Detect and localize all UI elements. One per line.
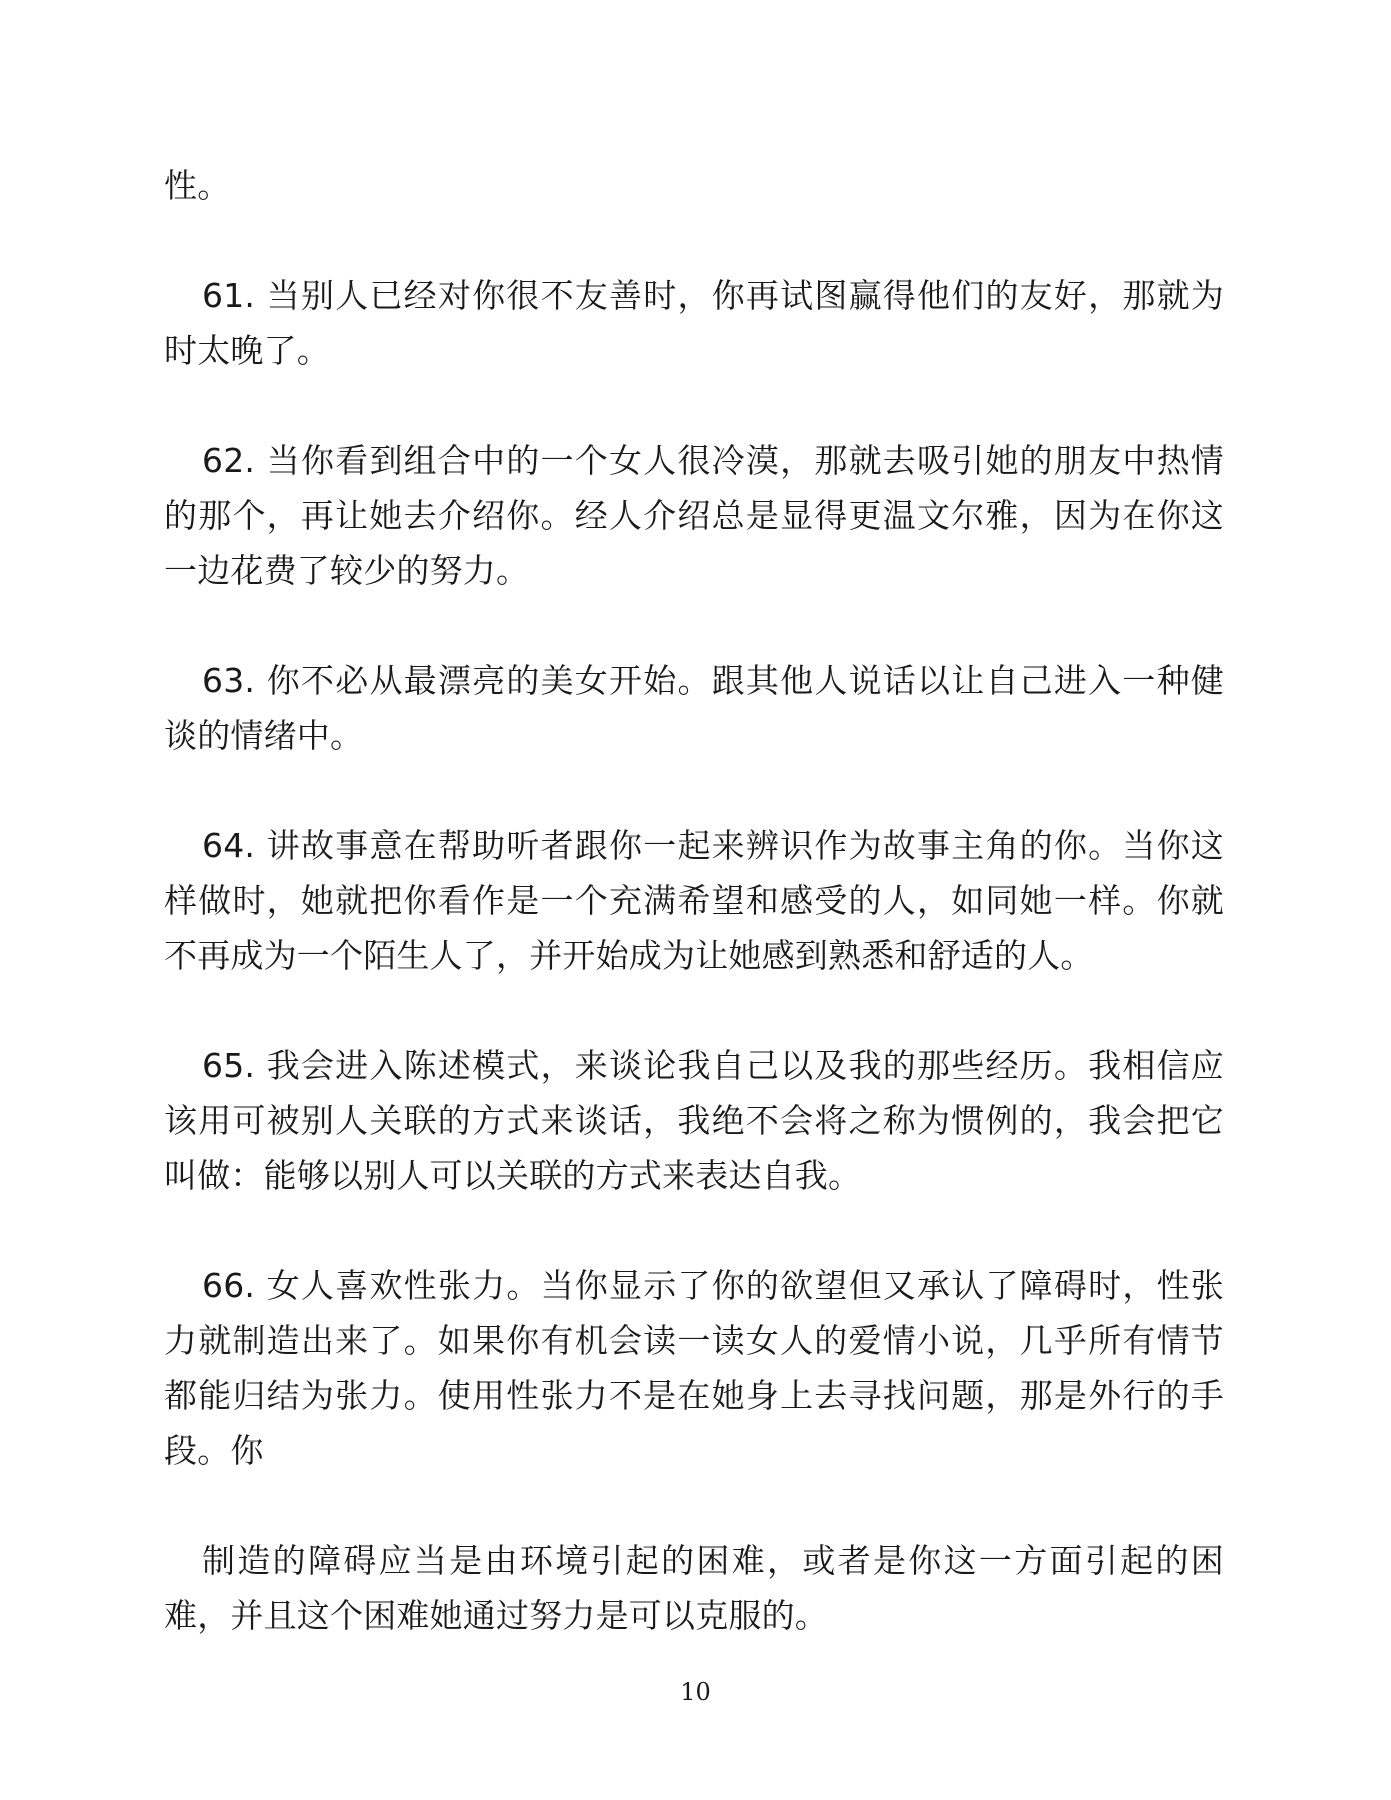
- paragraph-gap: [164, 1203, 1224, 1258]
- paragraph-65: 65. 我会进入陈述模式，来谈论我自己以及我的那些经历。我相信应该用可被别人关联的方式来谈话，我绝不会将之称为惯例的，我会把它叫做：能够以别人可以关联的方式来表达自我。: [164, 1046, 1224, 1195]
- paragraph-61: 61. 当别人已经对你很不友善时，你再试图赢得他们的友好，那就为时太晚了。: [164, 276, 1224, 370]
- paragraph-gap: [164, 983, 1224, 1038]
- paragraph-66-continued: 制造的障碍应当是由环境引起的困难，或者是你这一方面引起的困难，并且这个困难她通过努力是可以克服的。: [164, 1541, 1224, 1635]
- paragraph-gap: [164, 378, 1224, 433]
- paragraph-gap: [164, 1478, 1224, 1533]
- paragraph-gap: [164, 213, 1224, 268]
- page-body: [164, 158, 1224, 1643]
- page-number: 10: [680, 1678, 711, 1706]
- paragraph-62: 62. 当你看到组合中的一个女人很冷漠，那就去吸引她的朋友中热情的那个，再让她去介绍你。经人介绍总是显得更温文尔雅，因为在你这一边花费了较少的努力。: [164, 441, 1224, 590]
- paragraph-64: 64. 讲故事意在帮助听者跟你一起来辨识作为故事主角的你。当你这样做时，她就把你看作是一个充满希望和感受的人，如同她一样。你就不再成为一个陌生人了，并开始成为让她感到熟悉和舒适的人。: [164, 826, 1224, 975]
- paragraph-66: 66. 女人喜欢性张力。当你显示了你的欲望但又承认了障碍时，性张力就制造出来了。如果你有机会读一读女人的爱情小说，几乎所有情节都能归结为张力。使用性张力不是在她身上去寻找问题，那是外行的手段。你: [164, 1266, 1224, 1470]
- paragraph-gap: [164, 763, 1224, 818]
- paragraph-63: 63. 你不必从最漂亮的美女开始。跟其他人说话以让自己进入一种健谈的情绪中。: [164, 661, 1224, 755]
- paragraph-gap: [164, 598, 1224, 653]
- paragraph-continuation: 性。: [164, 166, 231, 205]
